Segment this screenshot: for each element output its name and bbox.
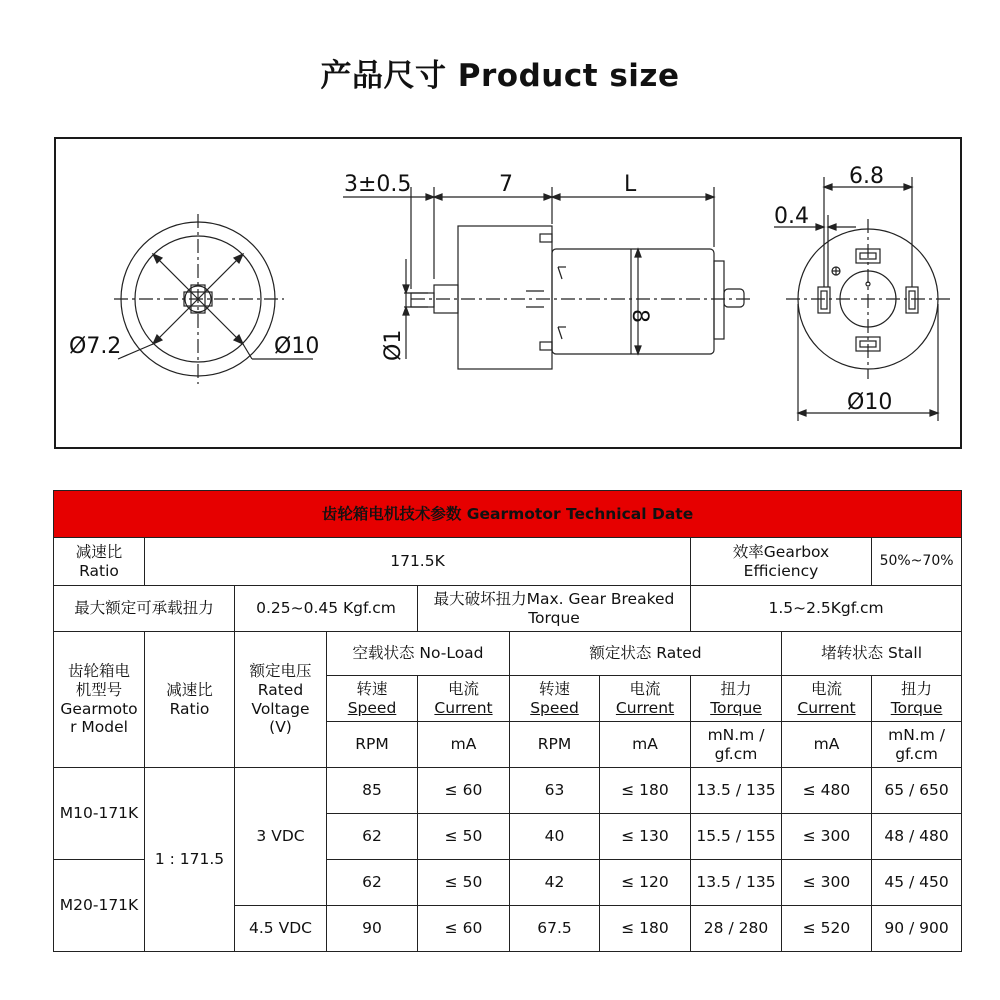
group-noload-header: 空载状态 No-Load bbox=[327, 632, 510, 676]
unit-cell: mA bbox=[600, 722, 691, 768]
sub-header: 电流 Current bbox=[782, 676, 872, 722]
group-stall-header: 堵转状态 Stall bbox=[782, 632, 962, 676]
data-cell: ≤ 120 bbox=[600, 860, 691, 906]
model-cell: M20-171K bbox=[54, 860, 145, 952]
data-cell: 62 bbox=[327, 814, 418, 860]
col-ratio-header: 减速比 Ratio bbox=[145, 632, 235, 768]
data-cell: ≤ 520 bbox=[782, 906, 872, 952]
data-cell: ≤ 180 bbox=[600, 768, 691, 814]
col-model-header: 齿轮箱电 机型号 Gearmoto r Model bbox=[54, 632, 145, 768]
data-cell: 13.5 / 135 bbox=[691, 860, 782, 906]
data-cell: 90 bbox=[327, 906, 418, 952]
ratio-cell: 1 : 171.5 bbox=[145, 768, 235, 952]
unit-cell: RPM bbox=[327, 722, 418, 768]
data-cell: ≤ 50 bbox=[418, 814, 510, 860]
unit-cell: mN.m / gf.cm bbox=[691, 722, 782, 768]
data-cell: ≤ 130 bbox=[600, 814, 691, 860]
shaft-dia-label: Ø1 bbox=[381, 329, 406, 361]
voltage-cell: 4.5 VDC bbox=[235, 906, 327, 952]
table-row bbox=[54, 768, 962, 814]
front-outer-dia-label: Ø10 bbox=[274, 334, 320, 359]
data-cell: 67.5 bbox=[510, 906, 600, 952]
sub-header: 电流 Current bbox=[600, 676, 691, 722]
efficiency-label: 效率Gearbox Efficiency bbox=[691, 538, 872, 586]
motor-length-label: L bbox=[624, 172, 637, 197]
data-cell: ≤ 180 bbox=[600, 906, 691, 952]
rear-view bbox=[774, 164, 951, 421]
max-torque-label: 最大破坏扭力Max. Gear Breaked Torque bbox=[418, 586, 691, 632]
data-cell: 40 bbox=[510, 814, 600, 860]
group-rated-header: 额定状态 Rated bbox=[510, 632, 782, 676]
sub-header: 转速 Speed bbox=[510, 676, 600, 722]
rear-dia-label: Ø10 bbox=[847, 390, 893, 415]
ratio-value: 171.5K bbox=[145, 538, 691, 586]
data-cell: 62 bbox=[327, 860, 418, 906]
front-view bbox=[69, 214, 319, 384]
data-cell: 42 bbox=[510, 860, 600, 906]
data-cell: ≤ 480 bbox=[782, 768, 872, 814]
data-cell: ≤ 300 bbox=[782, 814, 872, 860]
data-cell: 15.5 / 155 bbox=[691, 814, 782, 860]
rated-torque-value: 0.25~0.45 Kgf.cm bbox=[235, 586, 418, 632]
unit-cell: mN.m / gf.cm bbox=[872, 722, 962, 768]
data-cell: 90 / 900 bbox=[872, 906, 962, 952]
data-cell: 28 / 280 bbox=[691, 906, 782, 952]
data-cell: 63 bbox=[510, 768, 600, 814]
shaft-length-label: 3±0.5 bbox=[344, 172, 412, 197]
data-cell: 65 / 650 bbox=[872, 768, 962, 814]
unit-cell: RPM bbox=[510, 722, 600, 768]
sub-header: 转速 Speed bbox=[327, 676, 418, 722]
page-title: 产品尺寸 Product size bbox=[320, 58, 680, 94]
spec-table bbox=[53, 490, 962, 952]
model-cell: M10-171K bbox=[54, 768, 145, 860]
data-cell: 48 / 480 bbox=[872, 814, 962, 860]
sub-header: 电流 Current bbox=[418, 676, 510, 722]
sub-header: 扭力 Torque bbox=[872, 676, 962, 722]
ratio-label: 减速比 Ratio bbox=[54, 538, 145, 586]
data-cell: ≤ 300 bbox=[782, 860, 872, 906]
voltage-cell: 3 VDC bbox=[235, 768, 327, 906]
dimension-drawing bbox=[54, 137, 962, 449]
rated-torque-label: 最大额定可承载扭力 bbox=[54, 586, 235, 632]
data-cell: ≤ 60 bbox=[418, 768, 510, 814]
col-voltage-header: 额定电压 Rated Voltage (V) bbox=[235, 632, 327, 768]
unit-cell: mA bbox=[418, 722, 510, 768]
gear-length-label: 7 bbox=[499, 172, 513, 197]
data-cell: 45 / 450 bbox=[872, 860, 962, 906]
data-cell: ≤ 60 bbox=[418, 906, 510, 952]
rear-offset-label: 0.4 bbox=[774, 204, 809, 229]
data-cell: 13.5 / 135 bbox=[691, 768, 782, 814]
sub-header: 扭力 Torque bbox=[691, 676, 782, 722]
unit-cell: mA bbox=[782, 722, 872, 768]
side-view bbox=[343, 172, 751, 369]
front-inner-dia-label: Ø7.2 bbox=[69, 334, 122, 359]
motor-height-label: 8 bbox=[627, 309, 652, 323]
efficiency-value: 50%~70% bbox=[872, 538, 962, 586]
spec-table-header: 齿轮箱电机技术参数 Gearmotor Technical Date bbox=[54, 491, 962, 538]
rear-width-label: 6.8 bbox=[849, 164, 884, 189]
data-cell: ≤ 50 bbox=[418, 860, 510, 906]
max-torque-value: 1.5~2.5Kgf.cm bbox=[691, 586, 962, 632]
data-cell: 85 bbox=[327, 768, 418, 814]
